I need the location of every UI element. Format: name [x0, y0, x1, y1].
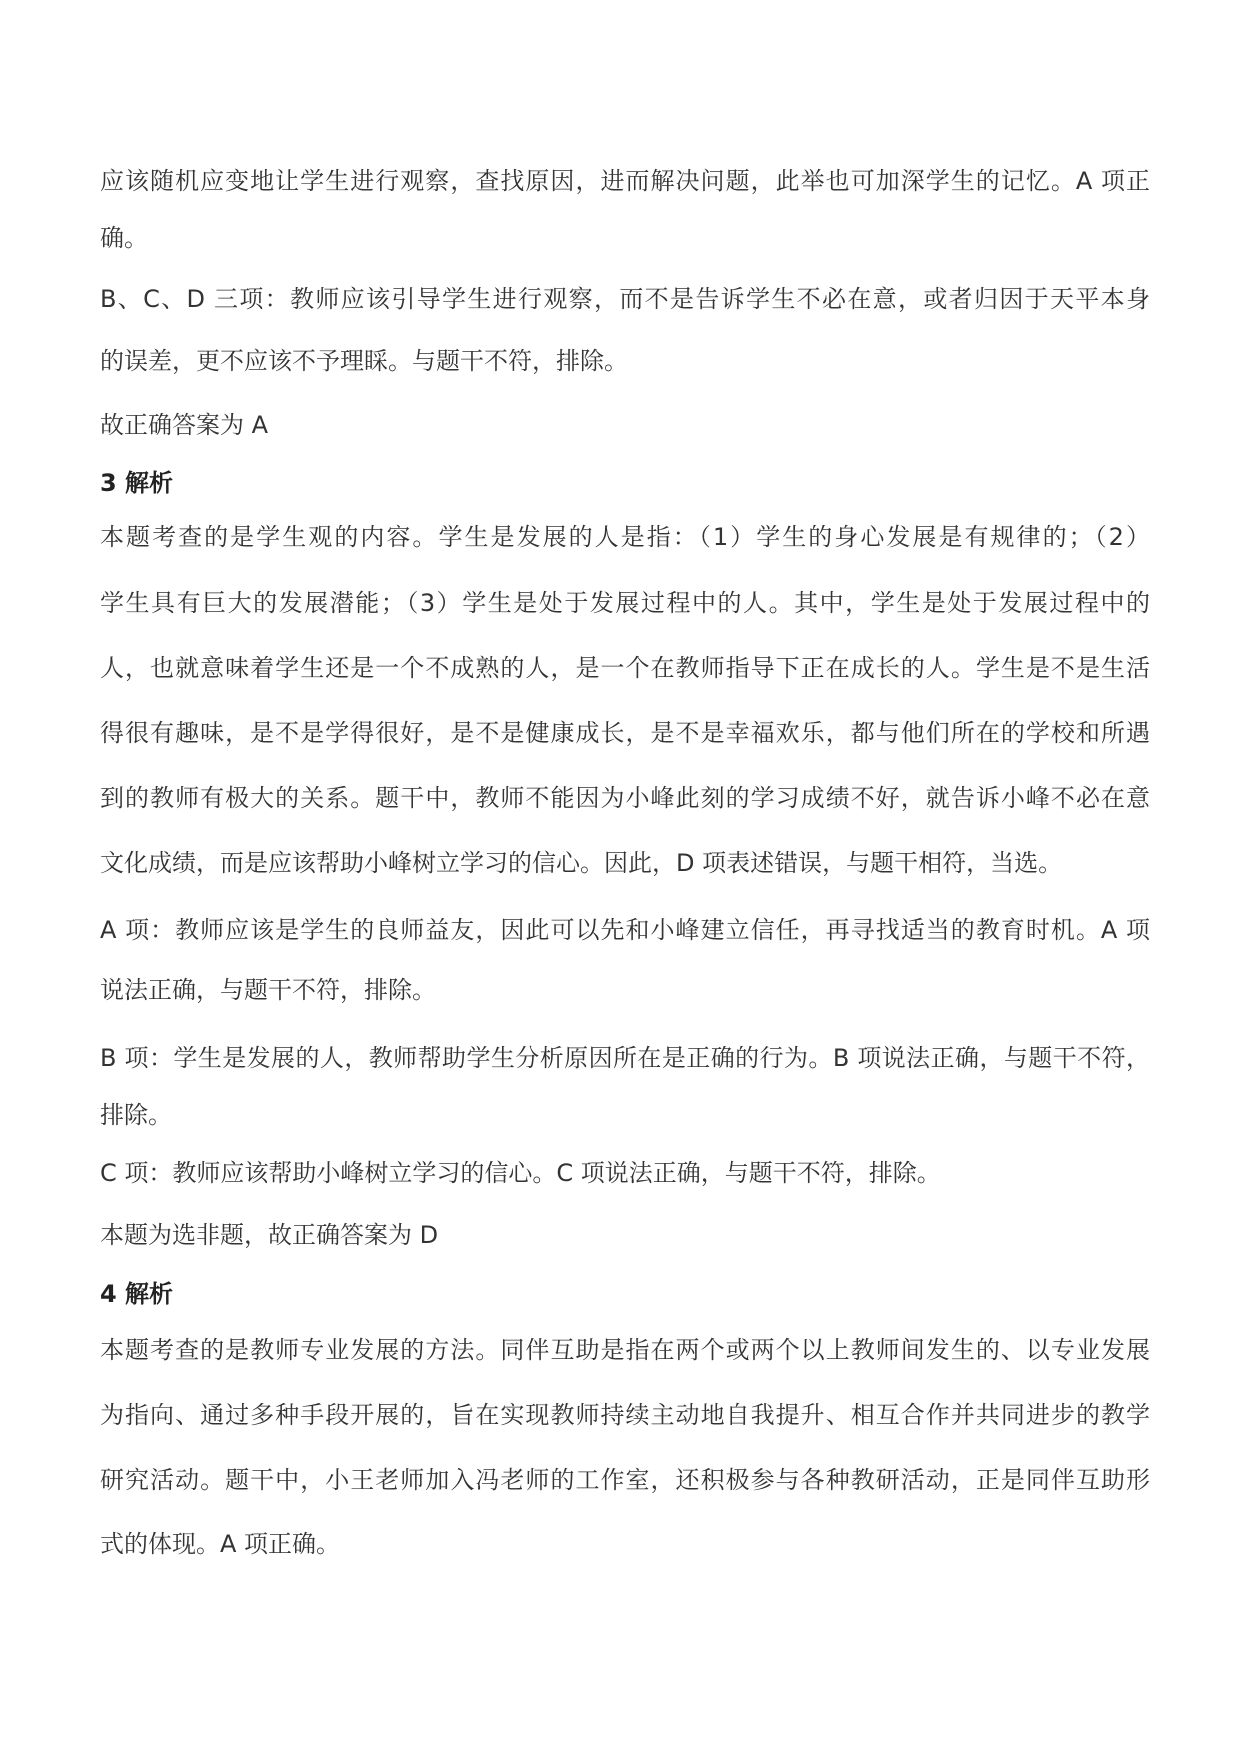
text-line: 本题考查的是教师专业发展的方法。同伴互助是指在两个或两个以上教师间发生的、以专业发展 [100, 1336, 1150, 1364]
text-line: 到的教师有极大的关系。题干中，教师不能因为小峰此刻的学习成绩不好，就告诉小峰不必在意 [100, 784, 1150, 812]
text-line: 说法正确，与题干不符，排除。 [100, 976, 436, 1004]
text-line: 排除。 [100, 1101, 172, 1129]
section-heading: 4 解析 [100, 1280, 174, 1308]
text-line: 的误差，更不应该不予理睬。与题干不符，排除。 [100, 347, 628, 375]
text-line: 本题考查的是学生观的内容。学生是发展的人是指：（1）学生的身心发展是有规律的；（2） [100, 523, 1150, 551]
text-line: 故正确答案为 A [100, 411, 269, 439]
text-line: 本题为选非题，故正确答案为 D [100, 1221, 439, 1249]
text-line: 学生具有巨大的发展潜能；（3）学生是处于发展过程中的人。其中，学生是处于发展过程中的 [100, 589, 1150, 617]
text-line: B、C、D 三项：教师应该引导学生进行观察，而不是告诉学生不必在意，或者归因于天平本身 [100, 285, 1150, 313]
text-line: B 项：学生是发展的人，教师帮助学生分析原因所在是正确的行为。B 项说法正确，与题干不符， [100, 1044, 1150, 1072]
text-line: 为指向、通过多种手段开展的，旨在实现教师持续主动地自我提升、相互合作并共同进步的教学 [100, 1401, 1150, 1429]
text-line: 得很有趣味，是不是学得很好，是不是健康成长，是不是幸福欢乐，都与他们所在的学校和所遇 [100, 719, 1150, 747]
text-line: 确。 [100, 224, 148, 252]
text-line: 研究活动。题干中，小王老师加入冯老师的工作室，还积极参与各种教研活动，正是同伴互助形 [100, 1466, 1150, 1494]
text-line: 文化成绩，而是应该帮助小峰树立学习的信心。因此，D 项表述错误，与题干相符，当选。 [100, 849, 1063, 877]
text-line: C 项：教师应该帮助小峰树立学习的信心。C 项说法正确，与题干不符，排除。 [100, 1159, 941, 1187]
section-heading: 3 解析 [100, 469, 174, 497]
text-line: 人，也就意味着学生还是一个不成熟的人，是一个在教师指导下正在成长的人。学生是不是生活 [100, 654, 1150, 682]
text-line: 式的体现。A 项正确。 [100, 1530, 341, 1558]
text-line: 应该随机应变地让学生进行观察，查找原因，进而解决问题，此举也可加深学生的记忆。A 项正 [100, 167, 1150, 195]
text-line: A 项：教师应该是学生的良师益友，因此可以先和小峰建立信任，再寻找适当的教育时机。A 项 [100, 916, 1150, 944]
